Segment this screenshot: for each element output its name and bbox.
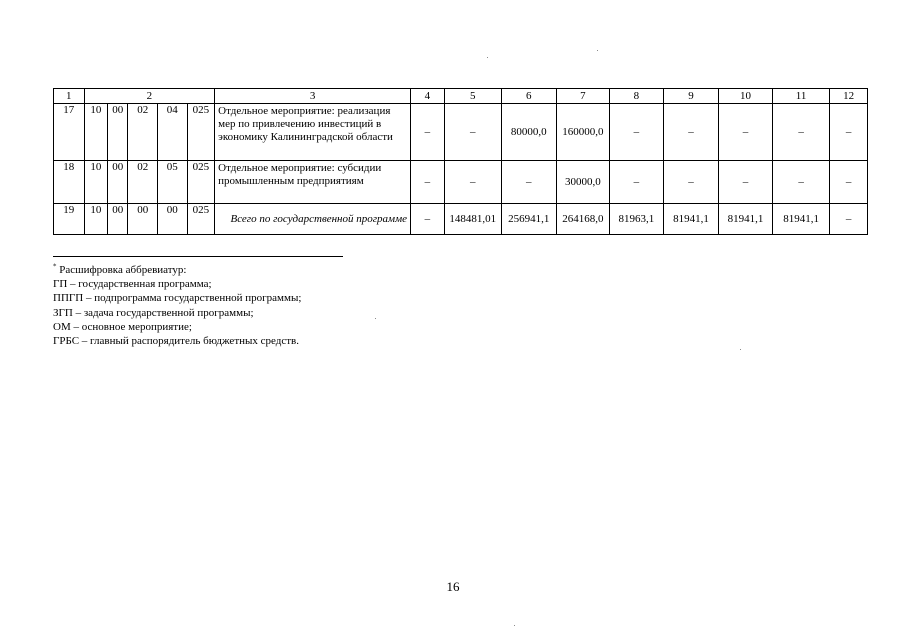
- code-cell: 02: [128, 161, 158, 204]
- scan-speck: [514, 625, 515, 626]
- value-cell: –: [718, 104, 772, 161]
- code-cell: 00: [128, 204, 158, 235]
- code-cell: 02: [128, 104, 158, 161]
- header-cell: 9: [663, 89, 718, 104]
- header-cell: 1: [54, 89, 85, 104]
- header-cell: 2: [84, 89, 215, 104]
- value-cell: –: [830, 204, 868, 235]
- header-cell: 3: [215, 89, 411, 104]
- header-cell: 4: [410, 89, 444, 104]
- scan-speck: [375, 318, 376, 319]
- description-cell: Отдельное мероприятие: субсидии промышленным предприятиям: [215, 161, 411, 204]
- scan-speck: [487, 57, 488, 58]
- code-cell: 10: [84, 161, 107, 204]
- footnote-item: ЗГП – задача государственной программы;: [53, 306, 254, 319]
- footnote-item: ГРБС – главный распорядитель бюджетных средств.: [53, 335, 300, 348]
- value-cell: –: [773, 161, 830, 204]
- value-cell: –: [609, 104, 663, 161]
- value-cell: 256941,1: [501, 204, 556, 235]
- header-cell: 12: [830, 89, 868, 104]
- table-row-total: [54, 204, 868, 235]
- value-cell: –: [444, 161, 501, 204]
- code-cell: 00: [108, 104, 128, 161]
- footnote-item: ОМ – основное мероприятие;: [53, 320, 192, 333]
- header-cell: 5: [444, 89, 501, 104]
- value-cell: –: [830, 104, 868, 161]
- header-cell: 6: [501, 89, 556, 104]
- table-row: [54, 104, 868, 161]
- footnote-title: Расшифровка аббревиатур:: [59, 264, 187, 276]
- code-cell: 00: [158, 204, 188, 235]
- value-cell: –: [410, 204, 444, 235]
- code-cell: 10: [84, 204, 107, 235]
- budget-table: [53, 88, 868, 235]
- footnote-divider: [53, 256, 343, 257]
- value-cell: 30000,0: [556, 161, 609, 204]
- value-cell: 148481,01: [444, 204, 501, 235]
- code-cell: 025: [187, 161, 215, 204]
- value-cell: –: [444, 104, 501, 161]
- row-number: 18: [54, 161, 85, 204]
- code-cell: 00: [108, 204, 128, 235]
- value-cell: –: [410, 161, 444, 204]
- scan-speck: [740, 349, 741, 350]
- footnote-block: [53, 263, 553, 348]
- value-cell: –: [830, 161, 868, 204]
- footnote-marker: *: [53, 262, 57, 271]
- header-cell: 8: [609, 89, 663, 104]
- table-header-row: [54, 89, 868, 104]
- value-cell: –: [663, 104, 718, 161]
- table-row: [54, 161, 868, 204]
- footnote-title-line: [53, 263, 553, 277]
- scan-speck: [597, 50, 598, 51]
- description-cell: Отдельное мероприятие: реализация мер по привлечению инвестиций в экономику Калининградской области: [215, 104, 411, 161]
- value-cell: 80000,0: [501, 104, 556, 161]
- code-cell: 00: [108, 161, 128, 204]
- footnote-item: ППГП – подпрограмма государственной программы;: [53, 292, 302, 305]
- value-cell: 160000,0: [556, 104, 609, 161]
- header-cell: 7: [556, 89, 609, 104]
- value-cell: –: [609, 161, 663, 204]
- value-cell: 81941,1: [718, 204, 772, 235]
- page-number: 16: [446, 579, 460, 594]
- code-cell: 025: [187, 204, 215, 235]
- header-cell: 10: [718, 89, 772, 104]
- value-cell: –: [773, 104, 830, 161]
- value-cell: –: [501, 161, 556, 204]
- value-cell: 264168,0: [556, 204, 609, 235]
- code-cell: 05: [158, 161, 188, 204]
- value-cell: 81941,1: [773, 204, 830, 235]
- value-cell: –: [410, 104, 444, 161]
- row-number: 19: [54, 204, 85, 235]
- row-number: 17: [54, 104, 85, 161]
- value-cell: 81941,1: [663, 204, 718, 235]
- footnote-item: ГП – государственная программа;: [53, 278, 212, 291]
- code-cell: 10: [84, 104, 107, 161]
- value-cell: 81963,1: [609, 204, 663, 235]
- value-cell: –: [718, 161, 772, 204]
- code-cell: 04: [158, 104, 188, 161]
- value-cell: –: [663, 161, 718, 204]
- code-cell: 025: [187, 104, 215, 161]
- header-cell: 11: [773, 89, 830, 104]
- total-label-cell: Всего по государственной программе: [215, 204, 411, 235]
